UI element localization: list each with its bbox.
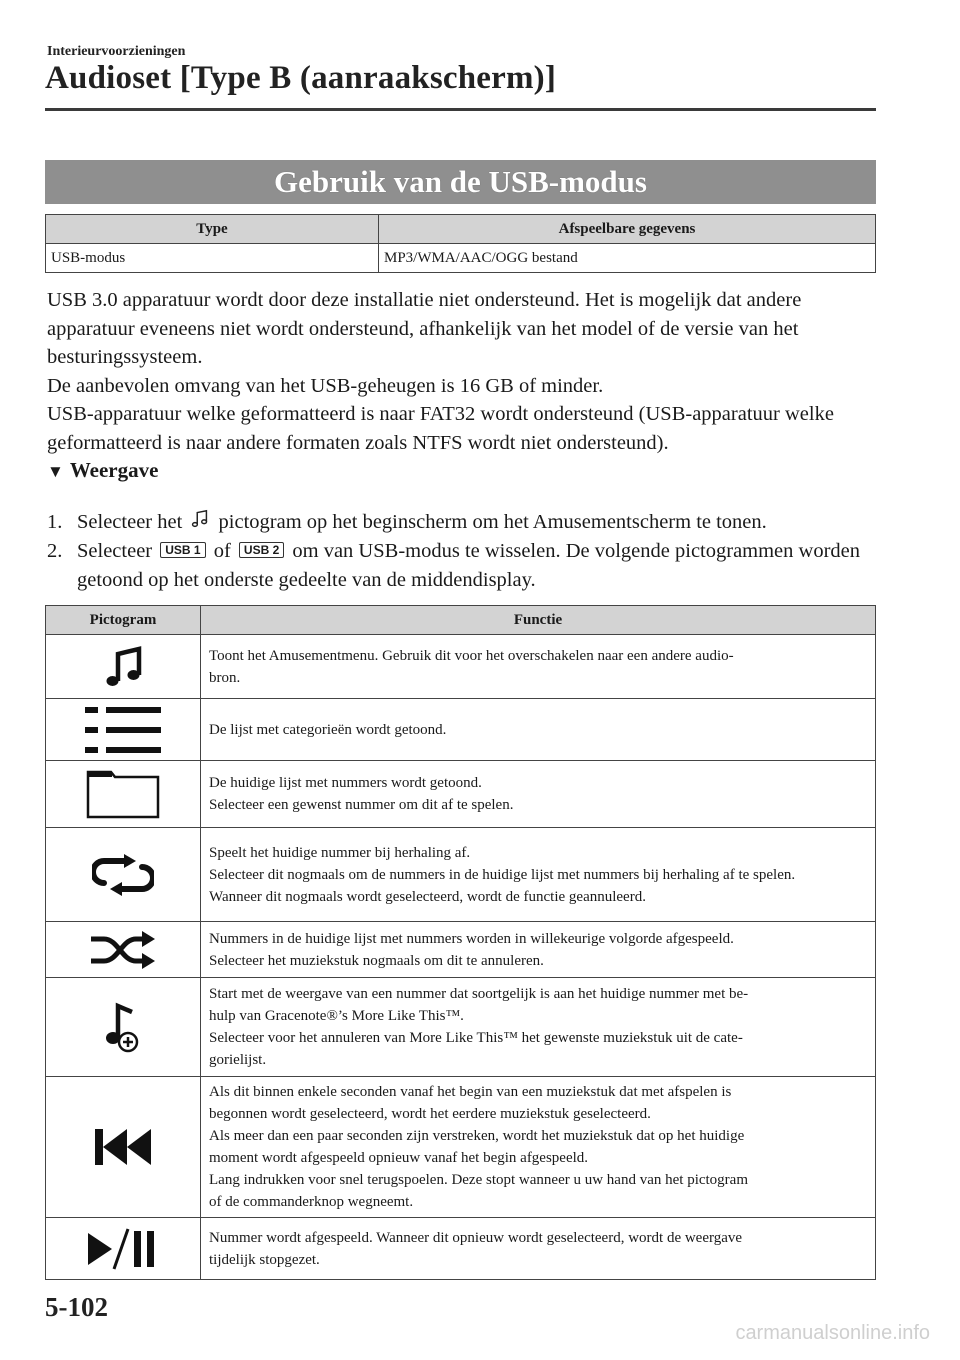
usb1-button[interactable]: USB 1 (160, 542, 205, 558)
function-table-header-function: Functie (201, 606, 876, 635)
table-row (46, 828, 876, 922)
step-1 (47, 508, 877, 537)
function-description: of de commanderknop wegneemt. (209, 1194, 414, 1210)
table-row (46, 699, 876, 761)
list-icon[interactable] (83, 704, 163, 756)
page-number: 5-102 (45, 1292, 108, 1322)
play-pause-icon[interactable] (84, 1225, 162, 1273)
steps-list (47, 508, 877, 595)
type-table-cell-type: USB-modus (46, 244, 379, 273)
function-table (45, 605, 876, 1280)
table-row (46, 922, 876, 978)
step-number: 1. (47, 511, 63, 533)
step-text: pictogram op het beginscherm om het Amusementscherm te tonen. (218, 511, 767, 533)
type-table-header-type: Type (46, 215, 379, 244)
intro-text (47, 286, 877, 457)
function-description: bron. (209, 669, 241, 686)
function-description: tijdelijk stopgezet. (209, 1251, 320, 1268)
function-description: De huidige lijst met nummers wordt getoond. (209, 775, 482, 791)
step-text: Selecteer (77, 540, 153, 562)
section-banner: Gebruik van de USB-modus (45, 160, 876, 204)
function-description: Wanneer dit nogmaals wordt geselecteerd, wordt de functie geannuleerd. (209, 888, 646, 905)
function-description: begonnen wordt geselecteerd, wordt het eerdere muziekstuk geselecteerd. (209, 1106, 651, 1122)
step-text: Selecteer het (77, 511, 183, 533)
folder-icon[interactable] (85, 768, 161, 820)
function-description: Nummer wordt afgespeeld. Wanneer dit opnieuw wordt geselecteerd, wordt de weergave (209, 1229, 743, 1246)
table-row (46, 1077, 876, 1218)
music-note-icon[interactable] (98, 642, 148, 692)
title-rule (45, 108, 876, 111)
function-description: Selecteer het muziekstuk nogmaals om dit te annuleren. (209, 952, 544, 969)
function-description: Start met de weergave van een nummer dat soortgelijk is aan het huidige nummer met be- (209, 986, 749, 1002)
type-table-cell-data: MP3/WMA/AAC/OGG bestand (379, 244, 876, 273)
function-description: Lang indrukken voor snel terugspoelen. Deze stopt wanneer u uw hand van het pictogram (209, 1172, 749, 1188)
function-description: hulp van Gracenote®’s More Like This™. (209, 1008, 464, 1024)
triangle-marker-icon: ▼ (47, 462, 64, 481)
step-number: 2. (47, 540, 63, 562)
function-description: Als dit binnen enkele seconden vanaf het begin van een muziekstuk dat met afspelen is (209, 1084, 732, 1100)
repeat-icon[interactable] (92, 852, 154, 898)
paragraph-fat32: USB-apparatuur welke geformatteerd is naar FAT32 wordt ondersteund (USB-apparatuur welke geformatteerd is naar andere formaten zoals NTFS wordt niet ondersteund). (47, 403, 834, 454)
section-label: Interieurvoorzieningen (47, 44, 186, 59)
type-table-header-data: Afspeelbare gegevens (379, 215, 876, 244)
function-description: Selecteer dit nogmaals om de nummers in de huidige lijst met nummers bij herhaling af te spelen. (209, 866, 796, 883)
function-description: Toont het Amusementmenu. Gebruik dit voor het overschakelen naar een andere audio- (209, 647, 734, 664)
type-table (45, 214, 876, 273)
step-2 (47, 537, 877, 595)
usb2-button[interactable]: USB 2 (239, 542, 284, 558)
skip-previous-icon[interactable] (91, 1125, 155, 1169)
step-text: om van USB-modus te wisselen. De volgende pictogrammen worden getoond op het onderste gedeelte van de middendisplay. (77, 540, 861, 591)
function-description: Speelt het huidige nummer bij herhaling af. (209, 844, 471, 861)
function-description: Selecteer voor het annuleren van More Like This™ het gewenste muziekstuk uit de cate- (209, 1030, 743, 1046)
function-description: Als meer dan een paar seconden zijn verstreken, wordt het muziekstuk dat op het huidige (209, 1128, 745, 1144)
paragraph-memory-size: De aanbevolen omvang van het USB-geheugen is 16 GB of minder. (47, 374, 604, 397)
music-note-icon (189, 508, 211, 530)
more-like-this-icon[interactable] (101, 1001, 145, 1053)
function-description: gorielijst. (209, 1052, 267, 1068)
paragraph-usb3: USB 3.0 apparatuur wordt door deze installatie niet ondersteund. Het is mogelijk dat andere apparatuur eveneens niet wordt ondersteund, afhankelijk van het model of de versie van het besturingssysteem. (47, 289, 802, 368)
function-description: Nummers in de huidige lijst met nummers worden in willekeurige volgorde afgespeeld. (209, 930, 734, 947)
function-description: moment wordt afgespeeld opnieuw vanaf het begin afgespeeld. (209, 1150, 589, 1166)
chapter-title: Audioset [Type B (aanraakscherm)] (45, 60, 557, 96)
shuffle-icon[interactable] (88, 929, 158, 971)
watermark: carmanualsonline.info (735, 1322, 930, 1344)
function-table-header-icon: Pictogram (46, 606, 201, 635)
table-row (46, 761, 876, 828)
table-row (46, 635, 876, 699)
function-description: Selecteer een gewenst nummer om dit af te spelen. (209, 797, 514, 813)
table-row (46, 978, 876, 1077)
function-description: De lijst met categorieën wordt getoond. (209, 721, 447, 738)
subheading-weergave (47, 458, 158, 483)
table-row (46, 1218, 876, 1280)
step-text: of (213, 540, 231, 562)
subheading-text: Weergave (69, 458, 159, 482)
